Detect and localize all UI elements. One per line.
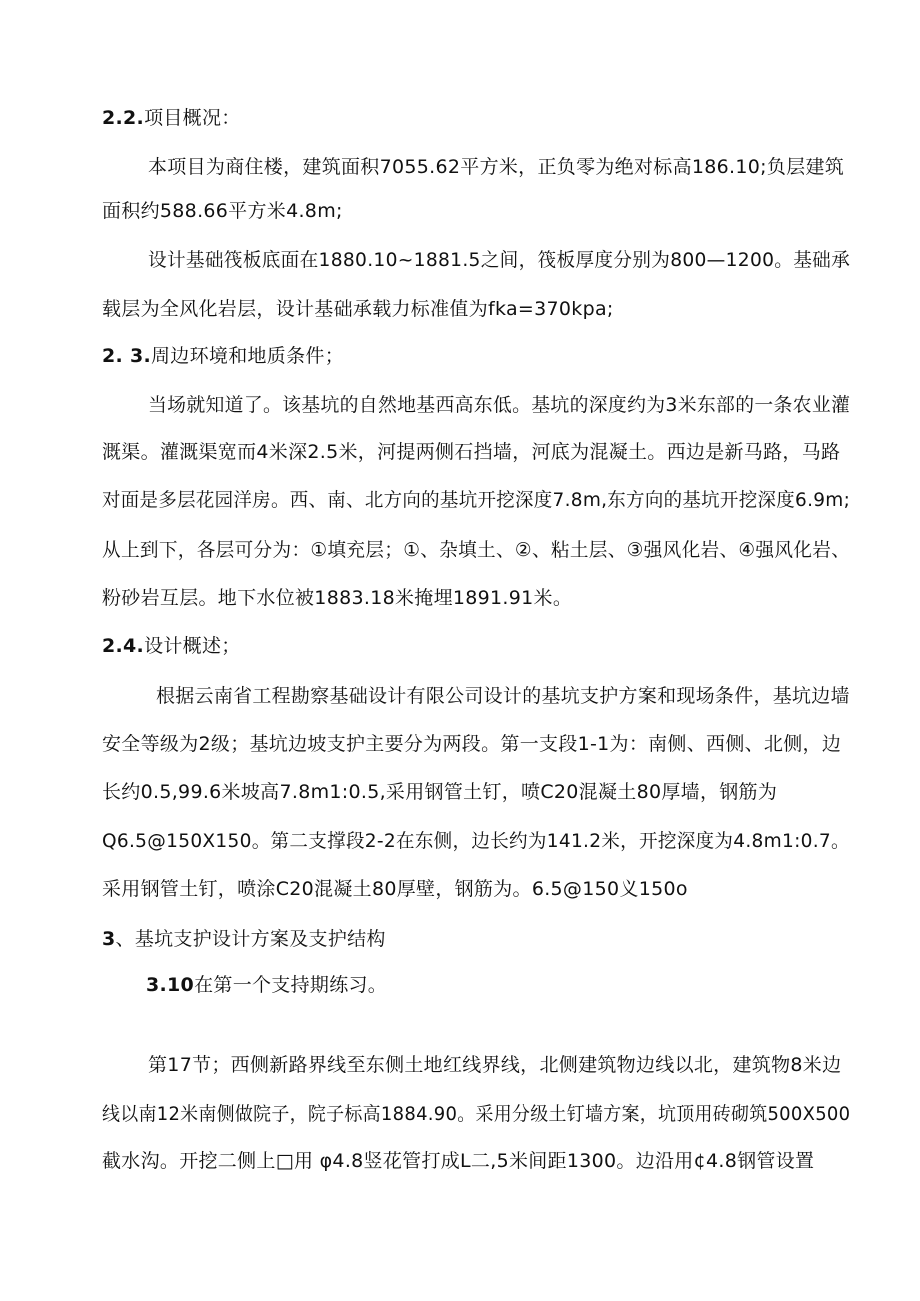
paragraph-line: 设计基础筏板底面在1880.10~1881.5之间，筏板厚度分别为800—1200。基础承 <box>148 249 851 271</box>
heading-title: 项目概况： <box>144 107 241 129</box>
paragraph-line: 安全等级为2级；基坑边坡支护主要分为两段。第一支段1-1为：南侧、西侧、北侧，边 <box>102 733 842 755</box>
heading-number: 3.10 <box>146 974 195 996</box>
heading-number: 2.4. <box>102 635 145 657</box>
paragraph-line: 根据云南省工程勘察基础设计有限公司设计的基坑支护方案和现场条件，基坑边墙 <box>156 685 850 707</box>
heading-title: 设计概述； <box>144 635 241 657</box>
paragraph-line: 粉砂岩互层。地下水位被1883.18米掩埋1891.91米。 <box>102 587 573 609</box>
heading-number: 2. 3. <box>102 345 151 367</box>
heading-3-10 <box>146 973 387 997</box>
paragraph-line: 从上到下，各层可分为：①填充层；①、杂填土、②、粘土层、③强风化岩、④强风化岩、 <box>102 539 851 561</box>
heading-number: 2.2. <box>102 107 145 129</box>
heading-title: 周边环境和地质条件； <box>151 345 345 367</box>
paragraph-line: 线以南12米南侧做院子，院子标高1884.90。采用分级土钉墙方案，坑顶用砖砌筑500X500 <box>102 1103 851 1125</box>
paragraph-line: 本项目为商住楼，建筑面积7055.62平方米，正负零为绝对标高186.10;负层建筑 <box>148 156 845 178</box>
paragraph-line: 当场就知道了。该基坑的自然地基西高东低。基坑的深度约为3米东部的一条农业灌 <box>148 394 851 416</box>
paragraph-line: 采用钢管土钉，喷涂C20混凝土80厚壁，钢筋为。6.5@150义150o <box>102 878 688 900</box>
heading-title: 、基坑支护设计方案及支护结构 <box>115 928 386 950</box>
paragraph-line: 长约0.5,99.6米坡高7.8m1:0.5,采用钢管土钉，喷C20混凝土80厚墙，钢筋为 <box>102 781 778 803</box>
paragraph-line: 对面是多层花园洋房。西、南、北方向的基坑开挖深度7.8m,东方向的基坑开挖深度6.9m; <box>102 489 851 511</box>
heading-title: 在第一个支持期练习。 <box>194 974 388 996</box>
heading-3 <box>102 927 386 951</box>
heading-2-2 <box>102 106 241 130</box>
paragraph-line: 面积约588.66平方米4.8m; <box>102 200 343 222</box>
paragraph-line: 载层为全风化岩层，设计基础承载力标准值为fka=370kpa; <box>102 298 614 320</box>
paragraph-line: 截水沟。开挖二侧上□用 φ4.8竖花管打成L二,5米间距1300。边沿用¢4.8钢管设置 <box>102 1150 815 1172</box>
heading-2-3 <box>102 344 344 368</box>
heading-2-4 <box>102 634 241 658</box>
heading-number: 3 <box>102 928 116 950</box>
paragraph-line: Q6.5@150X150。第二支撑段2-2在东侧，边长约为141.2米，开挖深度为4.8m1:0.7。 <box>102 830 850 852</box>
paragraph-line: 溉渠。灌溉渠宽而4米深2.5米，河提两侧石挡墙，河底为混凝土。西边是新马路，马路 <box>102 441 841 463</box>
paragraph-line: 第17节；西侧新路界线至东侧土地红线界线，北侧建筑物边线以北，建筑物8米边 <box>148 1054 842 1076</box>
